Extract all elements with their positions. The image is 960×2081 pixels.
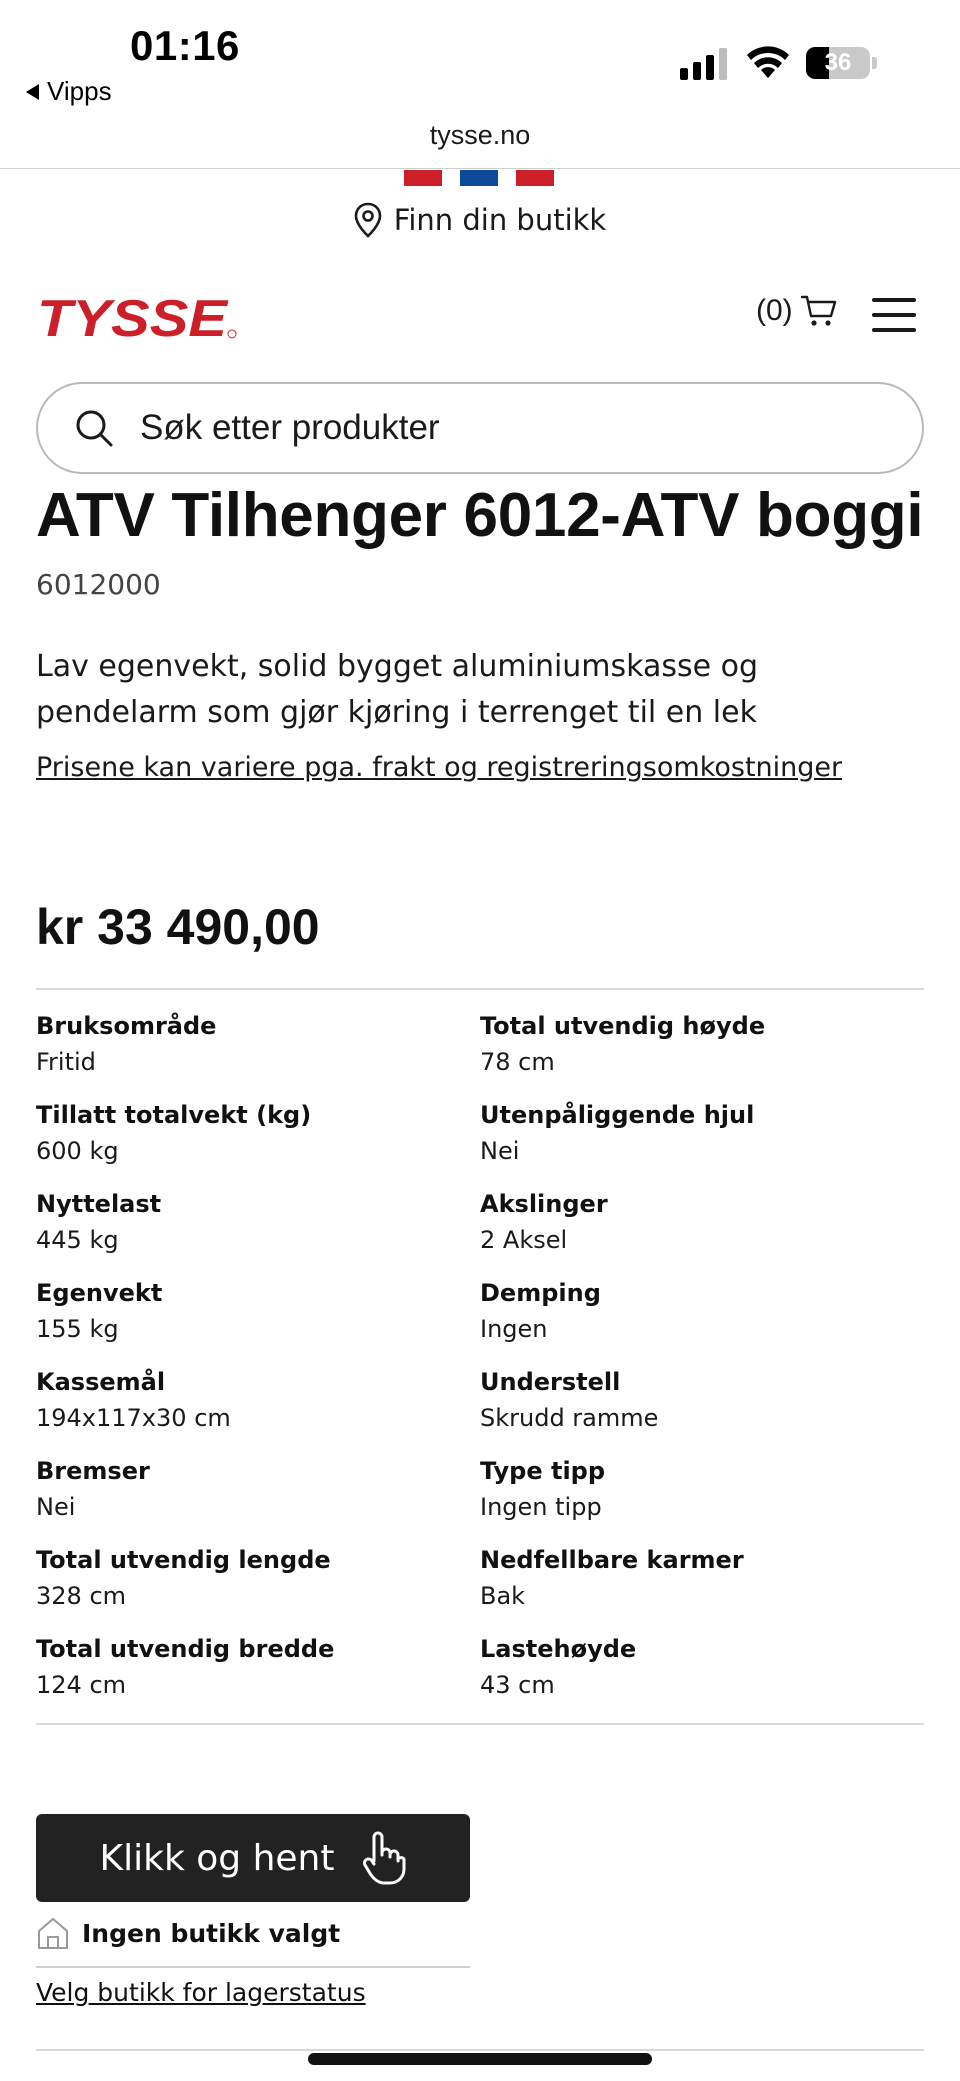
spec-item [36, 1364, 480, 1439]
back-app-label: Vipps [47, 76, 112, 106]
battery-percent: 36 [824, 49, 852, 76]
spec-item [480, 1097, 924, 1172]
flag-stripe-blue [460, 170, 498, 186]
bottom-divider [36, 2049, 924, 2051]
back-arrow-icon [26, 84, 39, 100]
tysse-logo[interactable] [36, 294, 238, 340]
spec-item [36, 1097, 480, 1172]
spec-label: Total utvendig lengde [36, 1546, 331, 1574]
cart-button[interactable] [756, 294, 837, 328]
spec-value: Ingen [480, 1315, 548, 1343]
spec-item [480, 1186, 924, 1261]
product-price: kr 33 490,00 [36, 899, 320, 955]
spec-value: 78 cm [480, 1048, 555, 1076]
browser-divider [0, 168, 960, 169]
spec-label: Understell [480, 1368, 621, 1396]
spec-value: Nei [480, 1137, 520, 1165]
registered-mark-icon [228, 330, 236, 338]
spec-label: Lastehøyde [480, 1635, 637, 1663]
spec-item [36, 1275, 480, 1350]
spec-value: 124 cm [36, 1671, 127, 1699]
spec-label: Kassemål [36, 1368, 166, 1396]
spec-item [480, 1008, 924, 1083]
spec-value: Nei [36, 1493, 76, 1521]
spec-label: Type tipp [480, 1457, 606, 1485]
search-placeholder: Søk etter produkter [140, 408, 440, 447]
spec-item [480, 1631, 924, 1706]
spec-value: 194x117x30 cm [36, 1404, 231, 1432]
cart-icon [801, 294, 837, 328]
spec-value: 155 kg [36, 1315, 119, 1343]
back-to-app-button[interactable] [26, 76, 112, 107]
spec-label: Akslinger [480, 1190, 608, 1218]
spec-label: Total utvendig bredde [36, 1635, 335, 1663]
spec-label: Bruksområde [36, 1012, 217, 1040]
specs-top-divider [36, 988, 924, 990]
product-title: ATV Tilhenger 6012-ATV boggi [36, 481, 924, 550]
spec-item [36, 1631, 480, 1706]
spec-label: Utenpåliggende hjul [480, 1101, 755, 1129]
battery-icon [806, 47, 870, 79]
spec-value: Ingen tipp [480, 1493, 602, 1521]
spec-item [480, 1542, 924, 1617]
wifi-icon [744, 42, 792, 80]
browser-url[interactable]: tysse.no [429, 120, 531, 150]
hamburger-menu-icon[interactable] [872, 298, 916, 332]
status-time: 01:16 [130, 22, 240, 69]
store-divider [36, 1966, 470, 1968]
store-status [36, 1916, 340, 1950]
cart-count: (0) [756, 294, 793, 327]
spec-label: Bremser [36, 1457, 150, 1485]
click-and-collect-button[interactable] [36, 1814, 470, 1902]
flag-strip [404, 170, 554, 186]
spec-item [480, 1275, 924, 1350]
spec-item [36, 1008, 480, 1083]
flag-stripe-red [516, 170, 554, 186]
spec-item [36, 1542, 480, 1617]
specs-table [36, 1008, 924, 1706]
status-bar [0, 0, 960, 120]
logo-wordmark: TYSSE [37, 294, 229, 340]
spec-label: Nedfellbare karmer [480, 1546, 744, 1574]
product-description: Lav egenvekt, solid bygget aluminiumskasse og pendelarm som gjør kjøring i terrenget til en lek [36, 649, 759, 730]
spec-value: 445 kg [36, 1226, 119, 1254]
spec-value: 328 cm [36, 1582, 127, 1610]
store-icon [36, 1916, 70, 1950]
spec-value: 600 kg [36, 1137, 119, 1165]
flag-stripe-red [404, 170, 442, 186]
home-indicator[interactable] [308, 2053, 652, 2065]
spec-label: Egenvekt [36, 1279, 163, 1307]
spec-value: Fritid [36, 1048, 96, 1076]
spec-item [480, 1453, 924, 1528]
spec-item [480, 1364, 924, 1439]
search-input[interactable] [36, 382, 924, 474]
spec-item [36, 1186, 480, 1261]
select-store-link[interactable]: Velg butikk for lagerstatus [36, 1978, 366, 2007]
spec-label: Tillatt totalvekt (kg) [36, 1101, 312, 1129]
spec-value: 2 Aksel [480, 1226, 568, 1254]
store-status-label: Ingen butikk valgt [82, 1918, 341, 1948]
spec-label: Nyttelast [36, 1190, 162, 1218]
spec-value: Bak [480, 1582, 526, 1610]
price-note-link[interactable]: Prisene kan variere pga. frakt og registreringsomkostninger [36, 752, 843, 783]
spec-label: Demping [480, 1279, 601, 1307]
search-icon [74, 408, 114, 448]
spec-item [36, 1453, 480, 1528]
spec-value: Skrudd ramme [480, 1404, 659, 1432]
find-store-label: Finn din butikk [393, 203, 607, 237]
product-sku: 6012000 [36, 568, 161, 601]
click-and-collect-label: Klikk og hent [99, 1837, 335, 1879]
location-pin-icon [354, 202, 382, 238]
specs-bottom-divider [36, 1723, 924, 1725]
hand-pointer-icon [362, 1831, 406, 1885]
spec-value: 43 cm [480, 1671, 555, 1699]
spec-label: Total utvendig høyde [480, 1012, 766, 1040]
battery-cap [872, 57, 877, 69]
find-store-link[interactable] [0, 202, 960, 238]
cellular-signal-icon [680, 46, 727, 80]
